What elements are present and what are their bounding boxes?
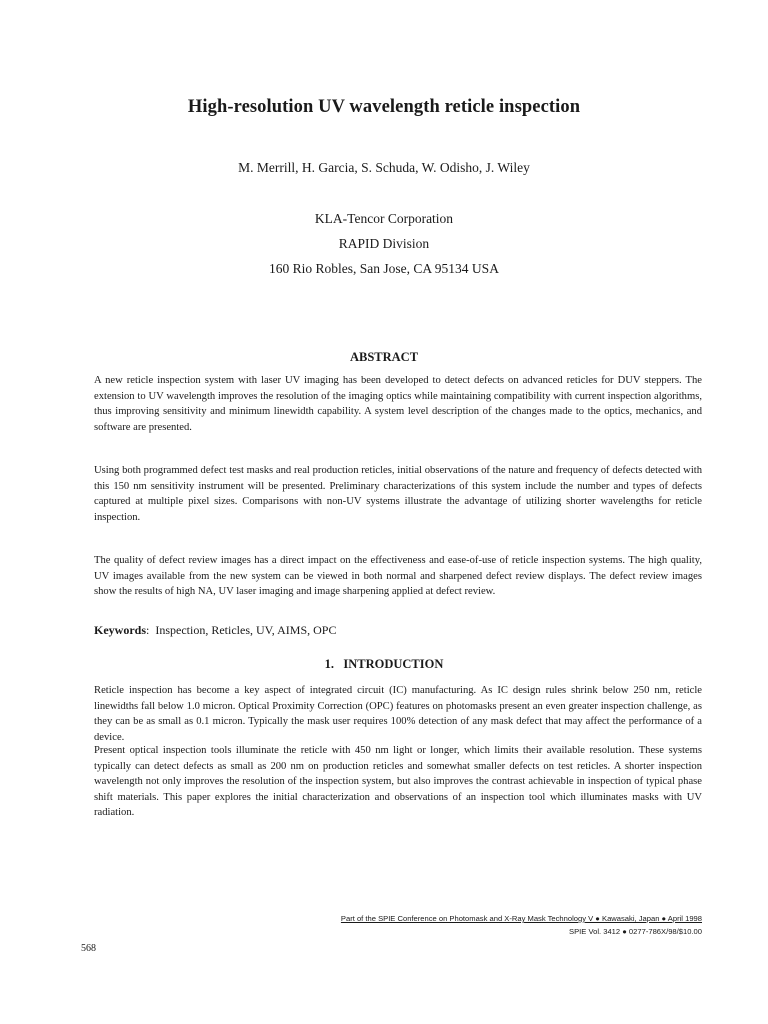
paper-title: High-resolution UV wavelength reticle inspection	[187, 97, 581, 117]
keywords-label: Keywords	[94, 623, 146, 637]
keywords-line	[94, 623, 702, 638]
introduction-heading: 1. INTRODUCTION	[324, 657, 444, 671]
introduction-paragraph: Reticle inspection has become a key aspect of integrated circuit (IC) manufacturing. As IC design rules shrink below 250 nm, reticle linewidths fall below 1.0 micron. Optical Proximity Correction (OPC) features on photomasks present an even greater inspection challenge, as they can be as small as 0.1 micron. Typically the mask user requires 100% detection of any mask defect that may affect the performance of a device.	[94, 685, 702, 743]
keywords-values: Inspection, Reticles, UV, AIMS, OPC	[155, 623, 337, 637]
affiliation-organization: KLA-Tencor Corporation	[314, 211, 454, 226]
abstract-paragraph: A new reticle inspection system with laser UV imaging has been developed to detect defects on advanced reticles for DUV steppers. The extension to UV wavelength improves the resolution of the imaging optics while maintaining compatibility with current inspection algorithms, thus improving sensitivity and minimum linewidth capability. A system level description of the changes made to the optics, mechanics, and software are presented.	[94, 375, 702, 433]
affiliation-address: 160 Rio Robles, San Jose, CA 95134 USA	[269, 261, 499, 276]
abstract-paragraph: The quality of defect review images has a direct impact on the effectiveness and ease-of-use of reticle inspection systems. The high quality, UV images available from the new system can be viewed in both normal and sharpened defect review displays. The defect review images show the results of high NA, UV laser imaging and image sharpening applied at defect review.	[94, 555, 702, 597]
introduction-paragraph: Present optical inspection tools illuminate the reticle with 450 nm light or longer, which limits their available resolution. These systems typically can detect defects as small as 200 nm on production reticles and somewhat smaller defects on test reticles. A shorter inspection wavelength not only improves the resolution of the inspection system, but also improves the contrast achievable in inspection of typical phase shift materials. This paper explores the initial characterization and observations of an inspection tool which illuminates masks with UV radiation.	[94, 745, 702, 818]
page-number: 568	[81, 943, 96, 954]
volume-footer: SPIE Vol. 3412 ● 0277-786X/98/$10.00	[569, 927, 702, 936]
keywords-colon: :	[146, 623, 156, 637]
author-list: M. Merrill, H. Garcia, S. Schuda, W. Odisho, J. Wiley	[238, 160, 530, 175]
affiliation-division: RAPID Division	[338, 236, 430, 251]
conference-footer: Part of the SPIE Conference on Photomask and X-Ray Mask Technology V ● Kawasaki, Japan ● April 1998	[340, 914, 702, 923]
abstract-paragraph: Using both programmed defect test masks and real production reticles, initial observations of the nature and frequency of defects detected with this 150 nm sensitivity instrument will be presented. Preliminary characterizations of this system include the number and types of defects captured at multiple pixel sizes. Comparisons with non-UV systems illustrate the advantage of utilizing shorter wavelengths for reticle inspection.	[94, 465, 702, 523]
abstract-heading: ABSTRACT	[349, 350, 419, 364]
